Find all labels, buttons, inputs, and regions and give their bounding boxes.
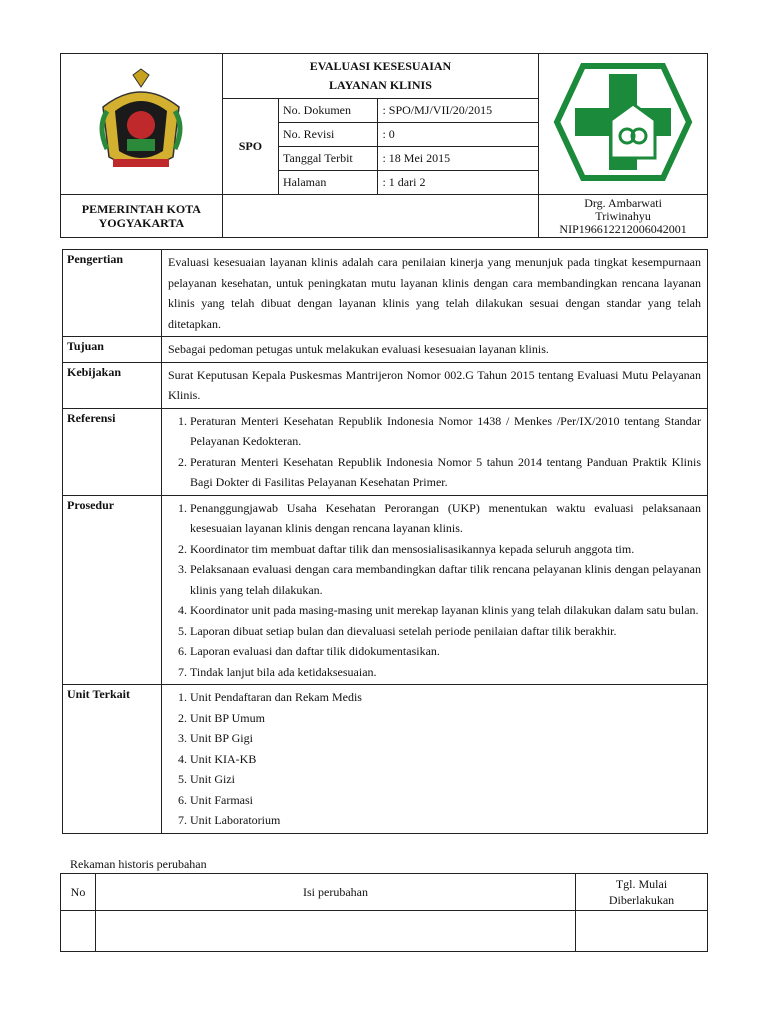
page-label: Halaman xyxy=(279,171,378,195)
issue-date-value: : 18 Mei 2015 xyxy=(378,147,539,171)
table-cell xyxy=(576,911,708,952)
list-item: 6. Laporan evaluasi dan daftar tilik didokumentasikan. xyxy=(190,641,701,662)
list-item: 1. Peraturan Menteri Kesehatan Republik Indonesia Nomor 1438 / Menkes /Per/IX/2010 tentang Standar Pelayanan Kedokteran. xyxy=(190,411,701,452)
list-item: 1. Unit Pendaftaran dan Rekam Medis xyxy=(190,687,701,708)
list-item: 2. Koordinator tim membuat daftar tilik dan mensosialisasikannya kepada seluruh anggota tim. xyxy=(190,539,701,560)
list-item: 3. Pelaksanaan evaluasi dengan cara membandingkan daftar tilik rencana pelayanan klinis dengan pelayanan klinis yang telah dilakukan. xyxy=(190,559,701,600)
section-list-cell xyxy=(162,685,708,834)
revision-value: : 0 xyxy=(378,123,539,147)
section-prosedur xyxy=(63,495,708,685)
history-label: Rekaman historis perubahan xyxy=(70,857,207,871)
referensi-list xyxy=(168,411,701,493)
col-tgl-header xyxy=(576,874,708,911)
signer-name-1: Drg. Ambarwati xyxy=(584,195,662,210)
section-pengertian xyxy=(63,250,708,337)
list-item: 7. Tindak lanjut bila ada ketidaksesuaian. xyxy=(190,662,701,683)
title-line-2: LAYANAN KLINIS xyxy=(329,78,432,92)
government-name xyxy=(61,195,223,238)
list-item: 2. Peraturan Menteri Kesehatan Republik Indonesia Nomor 5 tahun 2014 tentang Panduan Praktik Klinis Bagi Dokter di Fasilitas Pelayanan Kesehatan Primer. xyxy=(190,452,701,493)
list-item: 7. Unit Laboratorium xyxy=(190,810,701,831)
section-list-cell xyxy=(162,408,708,495)
section-label: Unit Terkait xyxy=(63,685,162,834)
title-line-1: EVALUASI KESESUAIAN xyxy=(309,59,452,73)
section-tujuan xyxy=(63,337,708,363)
list-item: 3. Unit BP Gigi xyxy=(190,728,701,749)
doc-number-label: No. Dokumen xyxy=(279,99,378,123)
page-value: : 1 dari 2 xyxy=(378,171,539,195)
unit-list xyxy=(168,687,701,831)
col-tgl-line-2: Diberlakukan xyxy=(608,893,675,907)
table-cell xyxy=(61,911,96,952)
section-label: Prosedur xyxy=(63,495,162,685)
section-kebijakan xyxy=(63,362,708,408)
col-isi-header: Isi perubahan xyxy=(96,874,576,911)
section-referensi xyxy=(63,408,708,495)
section-unit-terkait xyxy=(63,685,708,834)
issue-date-label: Tanggal Terbit xyxy=(279,147,378,171)
government-line-1: PEMERINTAH KOTA xyxy=(81,202,201,216)
section-label: Tujuan xyxy=(63,337,162,363)
spo-label: SPO xyxy=(222,99,278,195)
section-text: Sebagai pedoman petugas untuk melakukan evaluasi kesesuaian layanan klinis. xyxy=(162,337,708,363)
section-label: Pengertian xyxy=(63,250,162,337)
health-cross-icon xyxy=(553,62,693,182)
list-item: 5. Unit Gizi xyxy=(190,769,701,790)
document-title xyxy=(222,54,538,99)
document-header xyxy=(60,53,708,238)
table-cell xyxy=(96,911,576,952)
government-line-2: YOGYAKARTA xyxy=(98,216,185,230)
city-emblem-cell xyxy=(61,54,223,195)
blank-cell xyxy=(222,195,538,238)
col-tgl-line-1: Tgl. Mulai xyxy=(615,877,668,891)
signer-block xyxy=(539,195,708,238)
doc-number-value: : SPO/MJ/VII/20/2015 xyxy=(378,99,539,123)
history-header-row xyxy=(61,874,708,911)
list-item: 2. Unit BP Umum xyxy=(190,708,701,729)
list-item: 6. Unit Farmasi xyxy=(190,790,701,811)
list-item: 4. Unit KIA-KB xyxy=(190,749,701,770)
history-table xyxy=(60,873,708,952)
list-item: 5. Laporan dibuat setiap bulan dan dievaluasi setelah periode penilaian daftar tilik berakhir. xyxy=(190,621,701,642)
col-no-header: No xyxy=(61,874,96,911)
yogyakarta-emblem-icon xyxy=(93,67,189,177)
section-text: Evaluasi kesesuaian layanan klinis adalah cara penilaian kinerja yang menunjuk pada tingkat kesempurnaan pelayanan kesehatan, untuk peningkatan mutu layanan klinis dengan cara membandingkan rencana layanan klinis yang telah dibuat dengan layanan klinis yang telah dilakukan sesuai dengan standar yang telah ditetapkan. xyxy=(162,250,708,337)
signer-name-2: Triwinahyu xyxy=(595,208,651,223)
signer-nip: NIP196612212006042001 xyxy=(559,221,687,236)
list-item: 4. Koordinator unit pada masing-masing unit merekap layanan klinis yang telah dilakukan dalam satu bulan. xyxy=(190,600,701,621)
history-empty-row xyxy=(61,911,708,952)
prosedur-list xyxy=(168,498,701,683)
section-text: Surat Keputusan Kepala Puskesmas Mantrijeron Nomor 002.G Tahun 2015 tentang Evaluasi Mutu Pelayanan Klinis. xyxy=(162,362,708,408)
puskesmas-logo-cell xyxy=(539,54,708,195)
procedure-body xyxy=(62,249,708,834)
revision-label: No. Revisi xyxy=(279,123,378,147)
section-label: Referensi xyxy=(63,408,162,495)
section-label: Kebijakan xyxy=(63,362,162,408)
list-item: 1. Penanggungjawab Usaha Kesehatan Perorangan (UKP) menentukan waktu evaluasi pelaksanaan kesesuaian layanan klinis dengan rencana layanan klinis. xyxy=(190,498,701,539)
section-list-cell xyxy=(162,495,708,685)
